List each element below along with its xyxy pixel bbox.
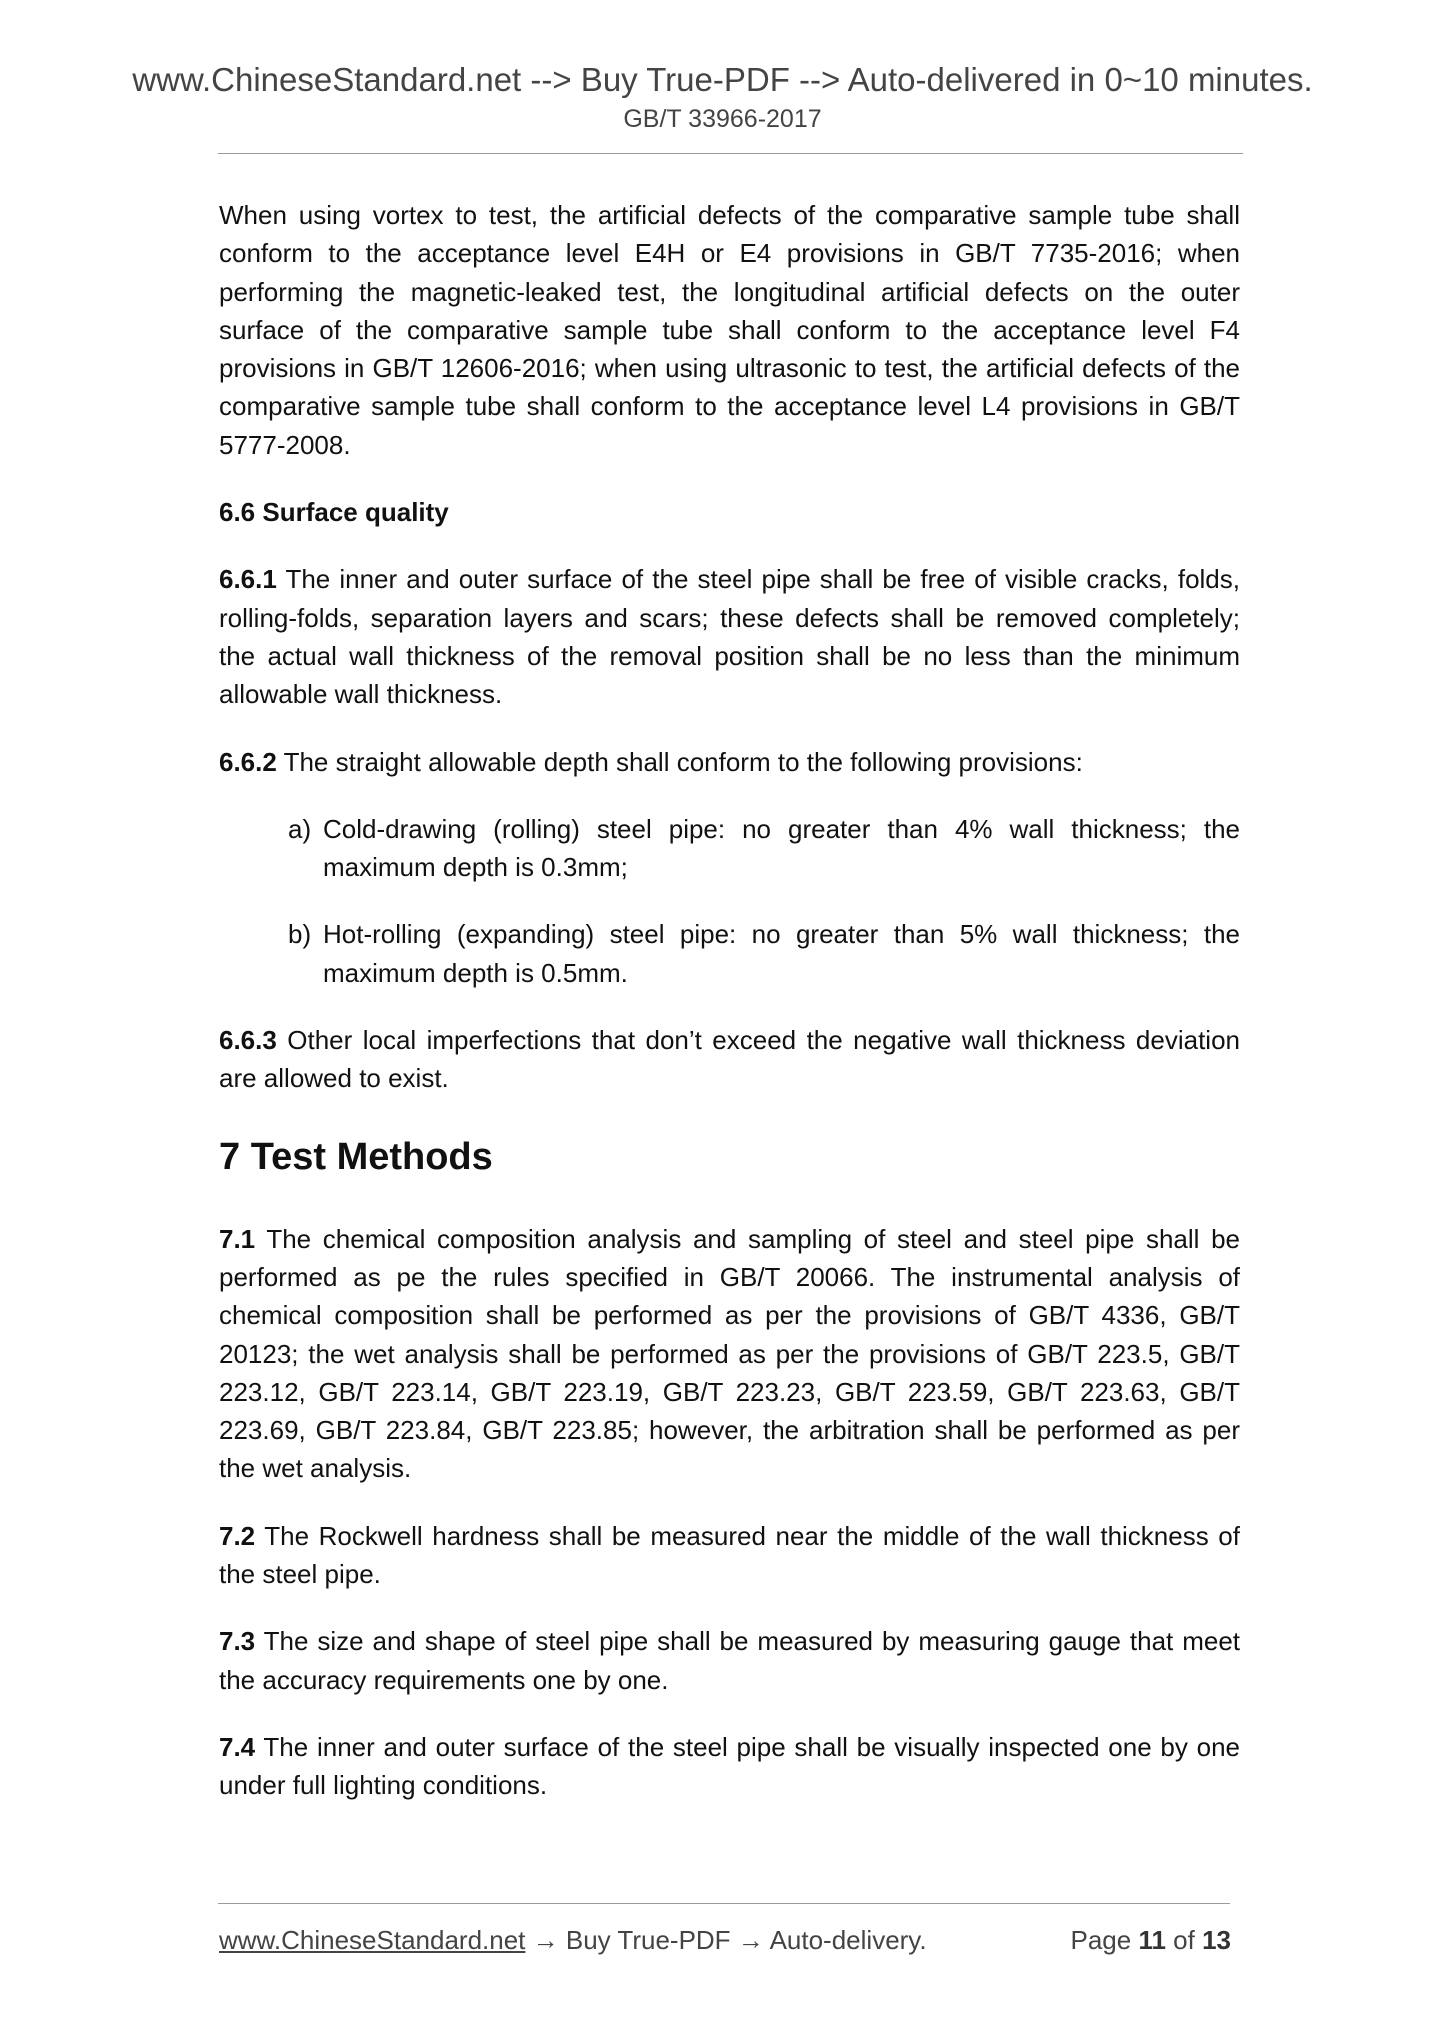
clause-text: The inner and outer surface of the steel pipe shall be free of visible cracks, folds, rolling-folds, separation layers and scars; these defects shall be removed completely; the actual wall thickness of the removal position shall be no less than the minimum allowable wall thickness. — [219, 564, 1240, 710]
page-label: Page — [1070, 1925, 1139, 1955]
intro-paragraph: When using vortex to test, the artificial defects of the comparative sample tube shall conform to the acceptance level E4H or E4 provisions in GB/T 7735-2016; when performing the magnetic-leaked test, the longitudinal artificial defects on the outer surface of the comparative sample tube shall conform to the acceptance level F4 provisions in GB/T 12606-2016; when using ultrasonic to test, the artificial defects of the comparative sample tube shall conform to the acceptance level L4 provisions in GB/T 5777-2008. — [219, 200, 1240, 460]
clause-6-6-1 — [219, 560, 1240, 713]
clause-7-1 — [219, 1220, 1240, 1488]
clause-number: 7.3 — [219, 1626, 256, 1657]
page-total: 13 — [1202, 1925, 1231, 1955]
clause-text: Other local imperfections that don’t exceed the negative wall thickness deviation are allowed to exist. — [219, 1025, 1240, 1094]
page-current: 11 — [1138, 1925, 1166, 1955]
clause-number: 6.6.3 — [219, 1025, 277, 1056]
website-link[interactable]: www.ChineseStandard.net — [219, 1925, 526, 1955]
document-body — [219, 196, 1240, 1834]
clause-number: 6.6.2 — [219, 746, 277, 777]
list-marker: a) — [288, 813, 312, 844]
clause-number: 6.6.1 — [219, 564, 277, 595]
list-item — [288, 915, 1240, 992]
footer-buy-text: → Buy True-PDF → Auto-delivery. — [525, 1925, 927, 1955]
clause-text: The size and shape of steel pipe shall be measured by measuring gauge that meet the accuracy requirements one by one. — [219, 1626, 1240, 1695]
section-6-6-heading: 6.6 Surface quality — [219, 497, 449, 528]
header-divider — [218, 153, 1243, 154]
provision-list — [219, 810, 1240, 992]
page-of: of — [1165, 1925, 1203, 1955]
list-item-text: Hot-rolling (expanding) steel pipe: no greater than 5% wall thickness; the maximum depth is 0.5mm. — [323, 919, 1240, 988]
standard-number: GB/T 33966-2017 — [623, 105, 822, 133]
clause-7-2 — [219, 1517, 1240, 1594]
section-7-heading: 7 Test Methods — [219, 1135, 493, 1178]
clause-number: 7.2 — [219, 1520, 256, 1551]
clause-text: The straight allowable depth shall conform to the following provisions: — [276, 746, 1083, 777]
list-item — [288, 810, 1240, 887]
clause-text: The chemical composition analysis and sampling of steel and steel pipe shall be performed as pe the rules specified in GB/T 20066. The instrumental analysis of chemical composition shall be performed as per the provisions of GB/T 4336, GB/T 20123; the wet analysis shall be performed as per the provisions of GB/T 223.5, GB/T 223.12, GB/T 223.14, GB/T 223.19, GB/T 223.23, GB/T 223.59, GB/T 223.63, GB/T 223.69, GB/T 223.84, GB/T 223.85; however, the arbitration shall be performed as per the wet analysis. — [219, 1223, 1240, 1484]
list-item-text: Cold-drawing (rolling) steel pipe: no greater than 4% wall thickness; the maximum depth is 0.3mm; — [323, 813, 1240, 883]
footer-promo — [219, 1922, 927, 1958]
list-marker: b) — [288, 919, 312, 950]
clause-text: The Rockwell hardness shall be measured near the middle of the wall thickness of the steel pipe. — [219, 1520, 1240, 1590]
footer-divider — [218, 1903, 1230, 1904]
clause-number: 7.4 — [219, 1731, 256, 1762]
clause-7-4 — [219, 1728, 1240, 1805]
clause-text: The inner and outer surface of the steel pipe shall be visually inspected one by one under full lighting conditions. — [219, 1731, 1240, 1801]
header-banner: www.ChineseStandard.net --> Buy True-PDF --> Auto-delivered in 0~10 minutes. — [132, 61, 1313, 98]
clause-7-3 — [219, 1622, 1240, 1699]
page-number — [1070, 1922, 1231, 1958]
clause-6-6-3 — [219, 1021, 1240, 1098]
clause-6-6-2 — [219, 743, 1240, 781]
clause-number: 7.1 — [219, 1223, 256, 1254]
